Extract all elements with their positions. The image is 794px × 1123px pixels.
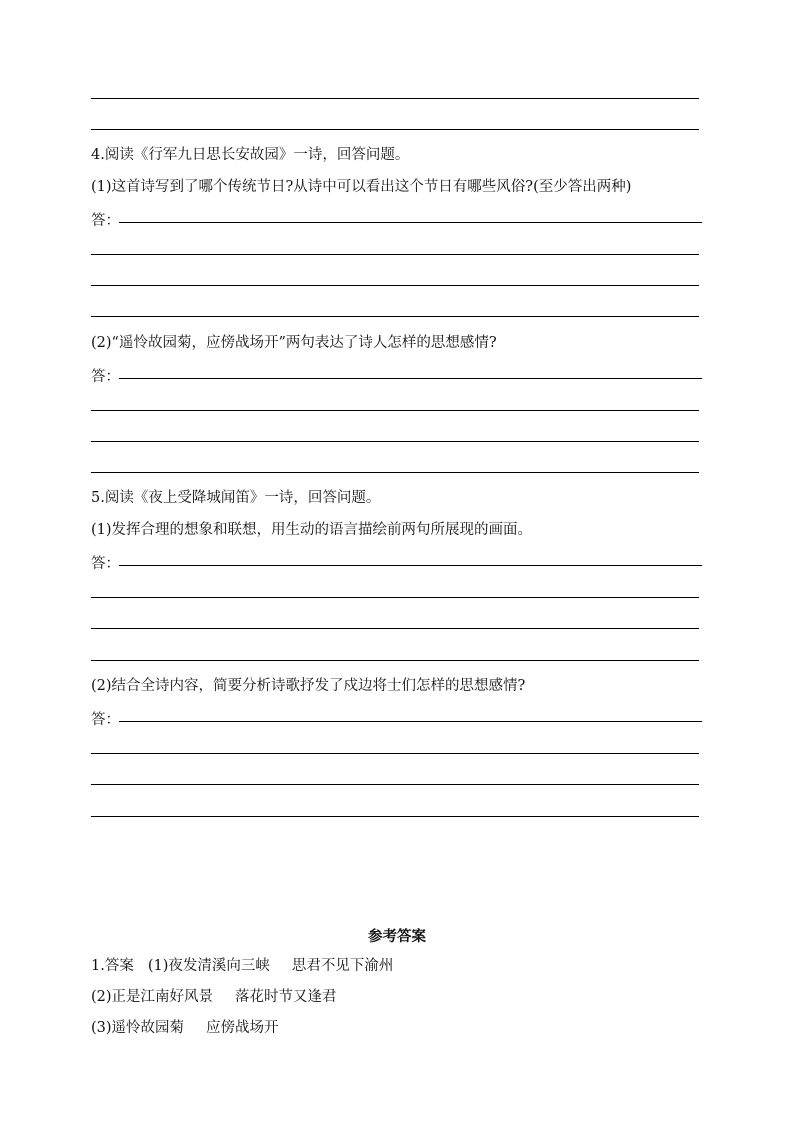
reference-answer: (3)遥怜故园菊 [91, 1020, 185, 1036]
reference-answer: (1)夜发清溪向三峡 [147, 958, 270, 974]
reference-answer: 思君不见下渝州 [291, 958, 394, 974]
reference-heading: 参考答案 [368, 928, 426, 945]
answer-row [91, 365, 702, 385]
answer-row [91, 708, 702, 728]
reference-line-3 [91, 1018, 279, 1038]
reference-prefix: 1.答案 [91, 958, 134, 974]
reference-answer: 落花时节又逢君 [235, 989, 337, 1005]
answer-line [91, 410, 699, 411]
question-5-title: 5.阅读《夜上受降城闻笛》一诗，回答问题。 [91, 490, 381, 506]
question-5-sub-2: (2)结合全诗内容，简要分析诗歌抒发了戍边将士们怎样的思想感情? [91, 678, 526, 694]
answer-line [91, 660, 699, 661]
answer-line [91, 441, 699, 442]
answer-label: 答： [91, 712, 120, 728]
question-5-sub-1: (1)发挥合理的想象和联想，用生动的语言描绘前两句所展现的画面。 [91, 522, 533, 538]
reference-line-2 [91, 987, 337, 1007]
reference-line-1 [91, 956, 393, 976]
question-4-title: 4.阅读《行军九日思长安故园》一诗，回答问题。 [91, 147, 410, 163]
answer-line[interactable] [119, 565, 702, 566]
reference-answer: (2)正是江南好风景 [91, 989, 214, 1005]
answer-line [91, 285, 699, 286]
answer-line [91, 753, 699, 754]
question-4-sub-2: (2)“遥怜故园菊，应傍战场开”两句表达了诗人怎样的思想感情? [91, 335, 497, 351]
answer-label: 答： [91, 213, 120, 229]
answer-line[interactable] [119, 721, 702, 722]
answer-line [91, 254, 699, 255]
answer-line [91, 316, 699, 317]
answer-line [91, 98, 699, 99]
answer-line [91, 816, 699, 817]
question-4-sub-1: (1)这首诗写到了哪个传统节日?从诗中可以看出这个节日有哪些风俗?(至少答出两种) [91, 179, 632, 195]
answer-row [91, 209, 702, 229]
answer-line [91, 784, 699, 785]
answer-line [91, 472, 699, 473]
answer-line[interactable] [119, 222, 702, 223]
answer-line [91, 628, 699, 629]
answer-row [91, 552, 702, 572]
reference-answer: 应傍战场开 [206, 1020, 279, 1036]
answer-label: 答： [91, 556, 120, 572]
answer-line [91, 129, 699, 130]
answer-line [91, 597, 699, 598]
answer-label: 答： [91, 369, 120, 385]
answer-line[interactable] [119, 378, 702, 379]
